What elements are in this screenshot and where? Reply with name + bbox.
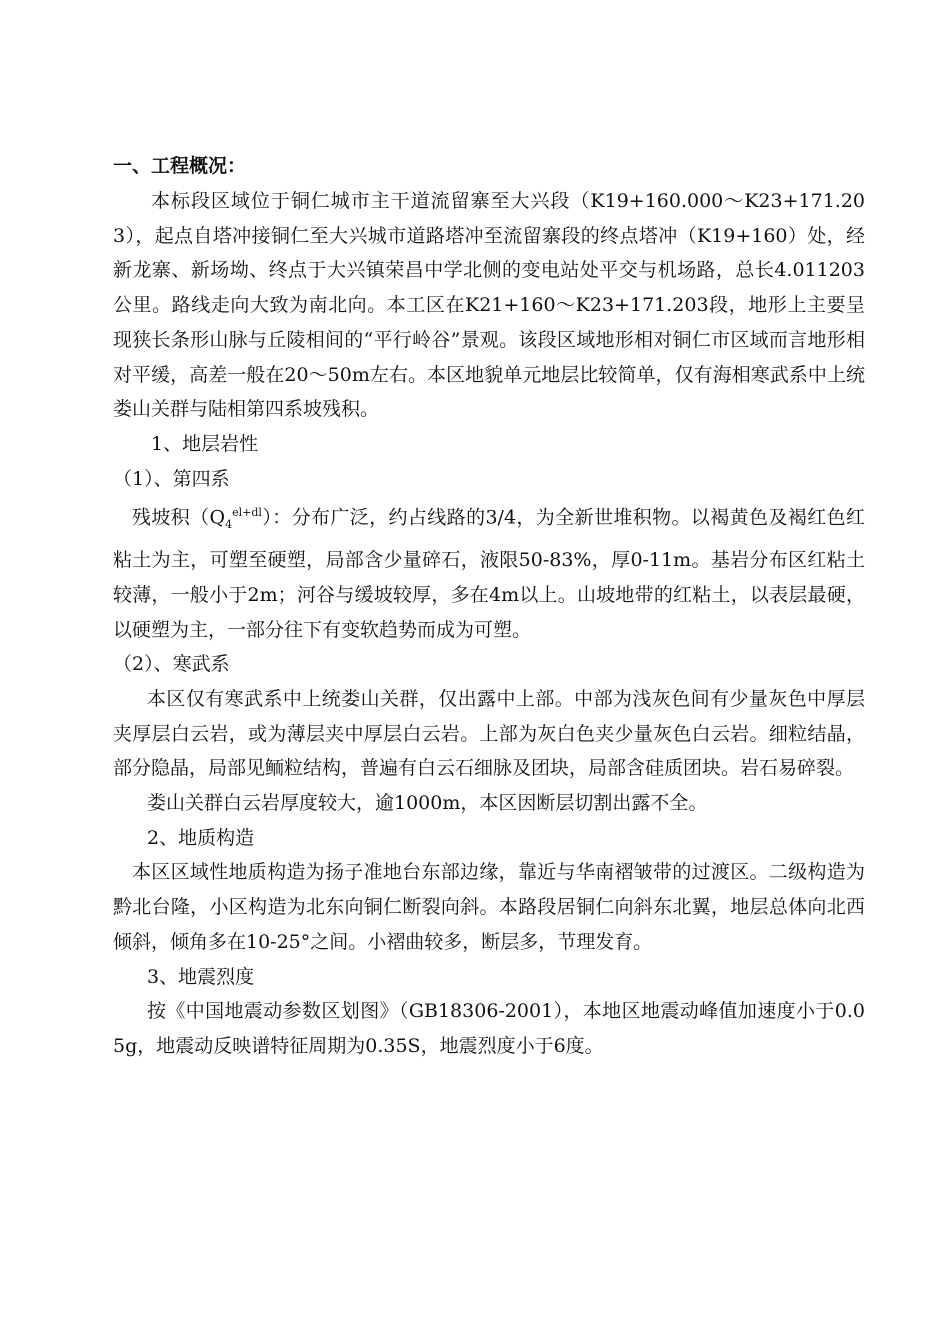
quaternary-pre-text: 残坡积（Q (132, 506, 226, 529)
quaternary-body-text: ）：分布广泛，约占线路的3/4，为全新世堆积物。以褐黄色及褐红色红粘土为主，可塑至硬塑，局部含少量碎石，液限50-83%，厚0-11m。基岩分布区红粘土较薄，一般小于2m；河谷与缓坡较厚，多在4m以上。山坡地带的红粘土，以表层最硬，以硬塑为主，一部分往下有变软趋势而成为可塑。 (113, 506, 865, 641)
subsection-title-seismic: 3、地震烈度 (147, 965, 255, 988)
subsection-title-quaternary: （1）、第四系 (113, 467, 230, 490)
quaternary-subscript: 4 (225, 518, 233, 532)
document-page (113, 148, 865, 1064)
quaternary-paragraph (113, 496, 865, 647)
section-title: 一、工程概况： (113, 155, 247, 177)
intro-paragraph: 本标段区域位于铜仁城市主干道流留寨至大兴段（K19+160.000～K23+171.203），起点自塔冲接铜仁至大兴城市道路塔冲至流留寨段的终点塔冲（K19+160）处，经新龙寨、新场坳、终点于大兴镇荣昌中学北侧的变电站处平交与机场路，总长4.011203公里。路线走向大致为南北向。本工区在K21+160～K23+171.203段，地形上主要呈现狭长条形山脉与丘陵相间的“平行岭谷”景观。该段区域地形相对铜仁市区域而言地形相对平缓，高差一般在20～50m左右。本区地貌单元地层比较简单，仅有海相寒武系中上统娄山关群与陆相第四系坡残积。 (113, 190, 865, 421)
quaternary-superscript: el+dl (232, 506, 262, 520)
subsection-title-cambrian: （2）、寒武系 (113, 653, 230, 676)
subsection-title-structure: 2、地质构造 (147, 826, 255, 849)
structure-paragraph: 本区区域性地质构造为扬子准地台东部边缘，靠近与华南褶皱带的过渡区。二级构造为黔北台隆，小区构造为北东向铜仁断裂向斜。本路段居铜仁向斜东北翼，地层总体向北西倾斜，倾角多在10-25°之间。小褶曲较多，断层多，节理发育。 (113, 861, 865, 953)
cambrian-paragraph: 本区仅有寒武系中上统娄山关群，仅出露中上部。中部为浅灰色间有少量灰色中厚层夹厚层白云岩，或为薄层夹中厚层白云岩。上部为灰白色夹少量灰色白云岩。细粒结晶，部分隐晶，局部见鲕粒结构，普遍有白云石细脉及团块，局部含硅质团块。岩石易碎裂。 (113, 687, 865, 780)
seismic-paragraph: 按《中国地震动参数区划图》（GB18306-2001），本地区地震动峰值加速度小于0.05g，地震动反映谱特征周期为0.35S，地震烈度小于6度。 (113, 1000, 865, 1057)
cambrian-thickness-paragraph: 娄山关群白云岩厚度较大，逾1000m，本区因断层切割出露不全。 (147, 792, 708, 815)
subsection-title-strata: 1、地层岩性 (151, 432, 259, 455)
